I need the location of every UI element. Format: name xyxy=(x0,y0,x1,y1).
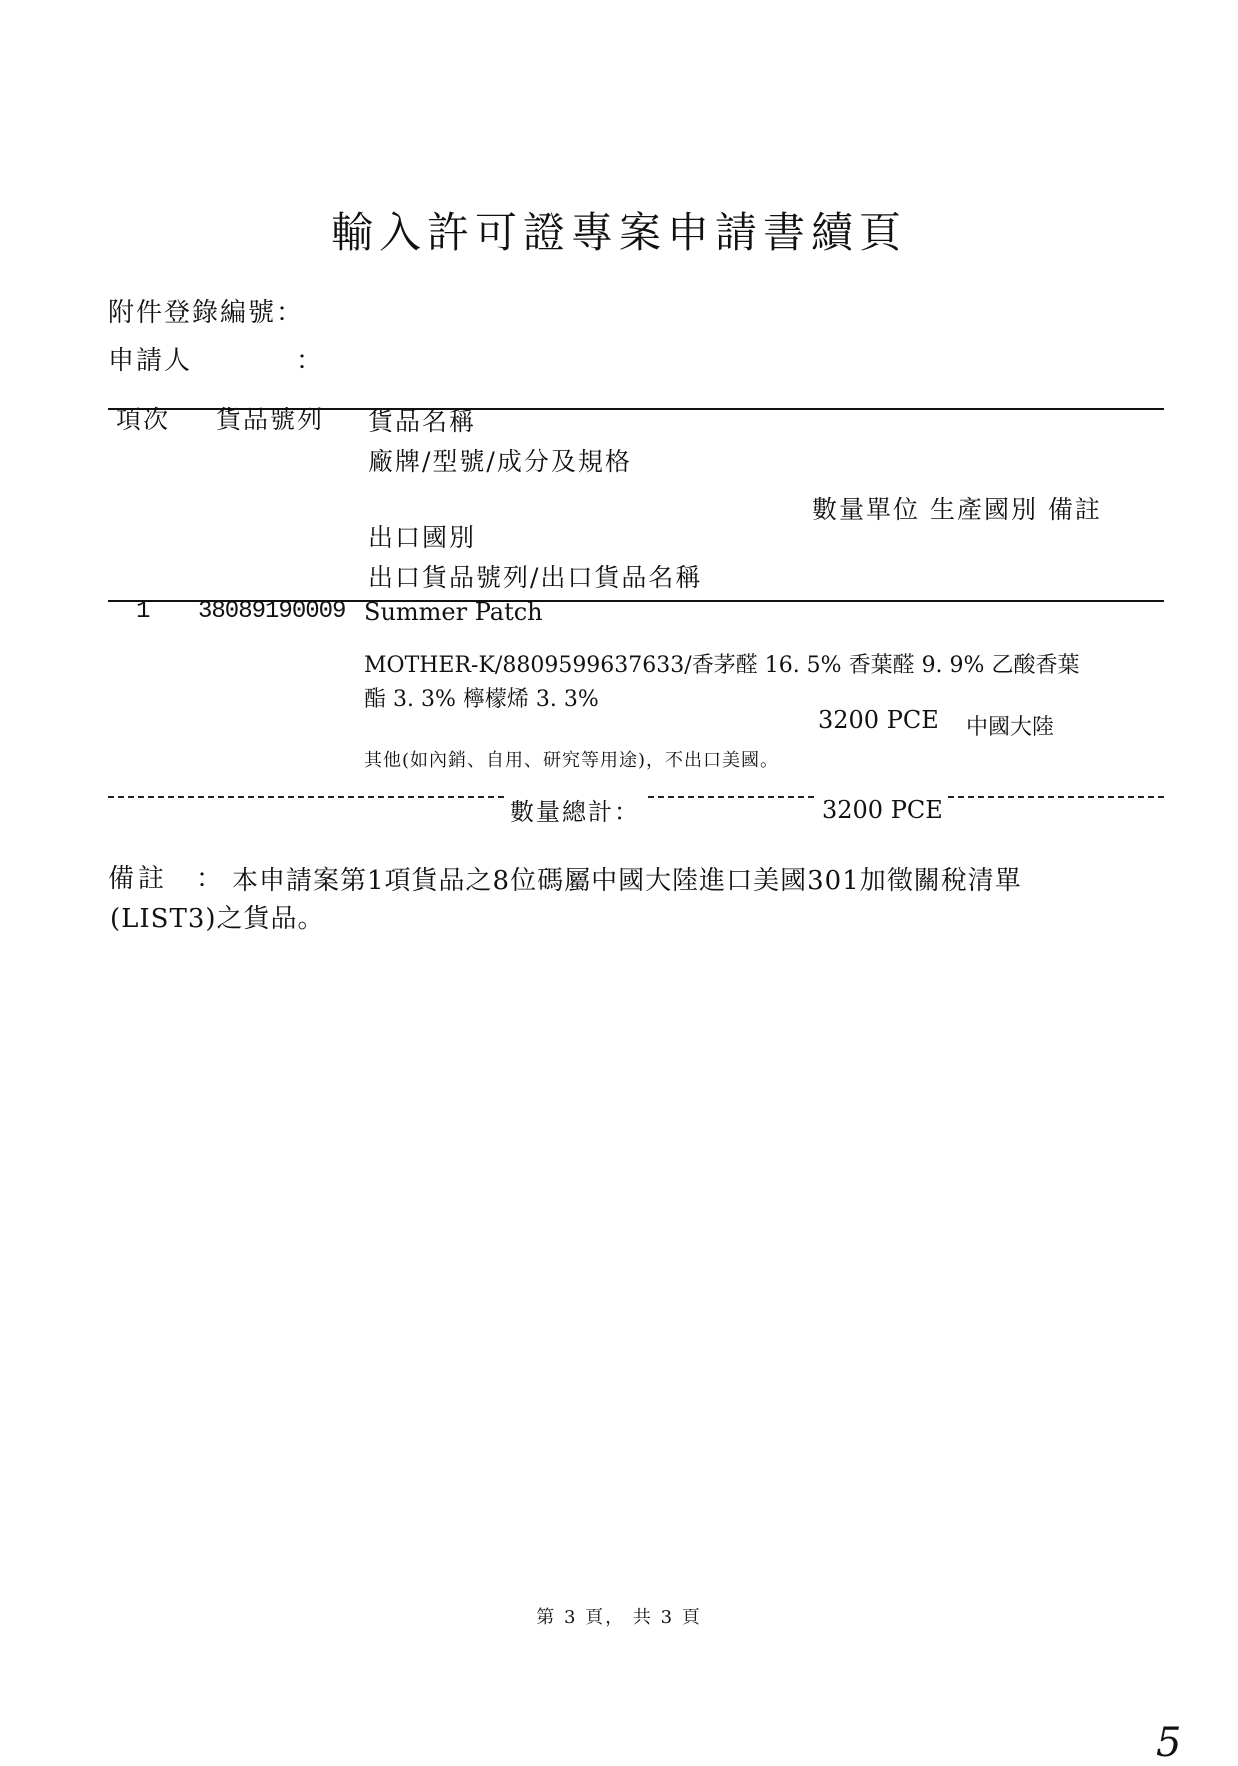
header-spec: 廠牌/型號/成分及規格 xyxy=(368,447,632,476)
header-export-country: 出口國別 xyxy=(368,523,477,552)
applicant-label: 申請人 xyxy=(108,346,193,376)
row-quantity-unit: 3200 PCE xyxy=(818,706,939,734)
row-spec-line1: MOTHER-K/8809599637633/香茅醛 16. 5% 香葉醛 9. 9% 乙酸香葉 xyxy=(364,653,1080,678)
header-item-code: 貨品號列 xyxy=(216,405,325,434)
header-qty-origin-remark: 數量單位 生產國別 備註 xyxy=(812,495,1102,524)
page-title: 輸入許可證專案申請書續頁 xyxy=(330,208,907,257)
header-item-name: 貨品名稱 xyxy=(368,407,477,436)
row-export-note: 其他(如內銷、自用、研究等用途)，不出口美國。 xyxy=(364,750,780,771)
row-origin-country: 中國大陸 xyxy=(966,715,1055,740)
remarks-line1: 本申請案第1項貨品之8位碼屬中國大陸進口美國301加徵關稅清單 xyxy=(232,866,1022,896)
remarks-colon: ： xyxy=(196,864,224,894)
reverse-show-through xyxy=(470,290,492,382)
header-export-item: 出口貨品號列/出口貨品名稱 xyxy=(368,563,703,592)
row-spec-line2: 酯 3. 3% 檸檬烯 3. 3% xyxy=(364,687,599,712)
remarks-line2: (LIST3)之貨品。 xyxy=(110,904,325,934)
page-number: 第 3 頁， 共 3 頁 xyxy=(536,1607,702,1628)
row-item-code: 38089190009 xyxy=(198,598,346,625)
attachment-registration-label: 附件登錄編號： xyxy=(108,298,305,328)
total-quantity-value: 3200 PCE xyxy=(818,796,947,824)
row-item-no: 1 xyxy=(136,598,151,625)
row-item-name: Summer Patch xyxy=(364,598,543,626)
total-quantity-label: 數量總計： xyxy=(506,792,644,827)
remarks-label: 備註 xyxy=(108,864,169,894)
handwritten-page-mark: 5 xyxy=(1156,1720,1182,1766)
applicant-colon: ： xyxy=(296,346,323,376)
header-item-no: 項次 xyxy=(116,405,171,434)
